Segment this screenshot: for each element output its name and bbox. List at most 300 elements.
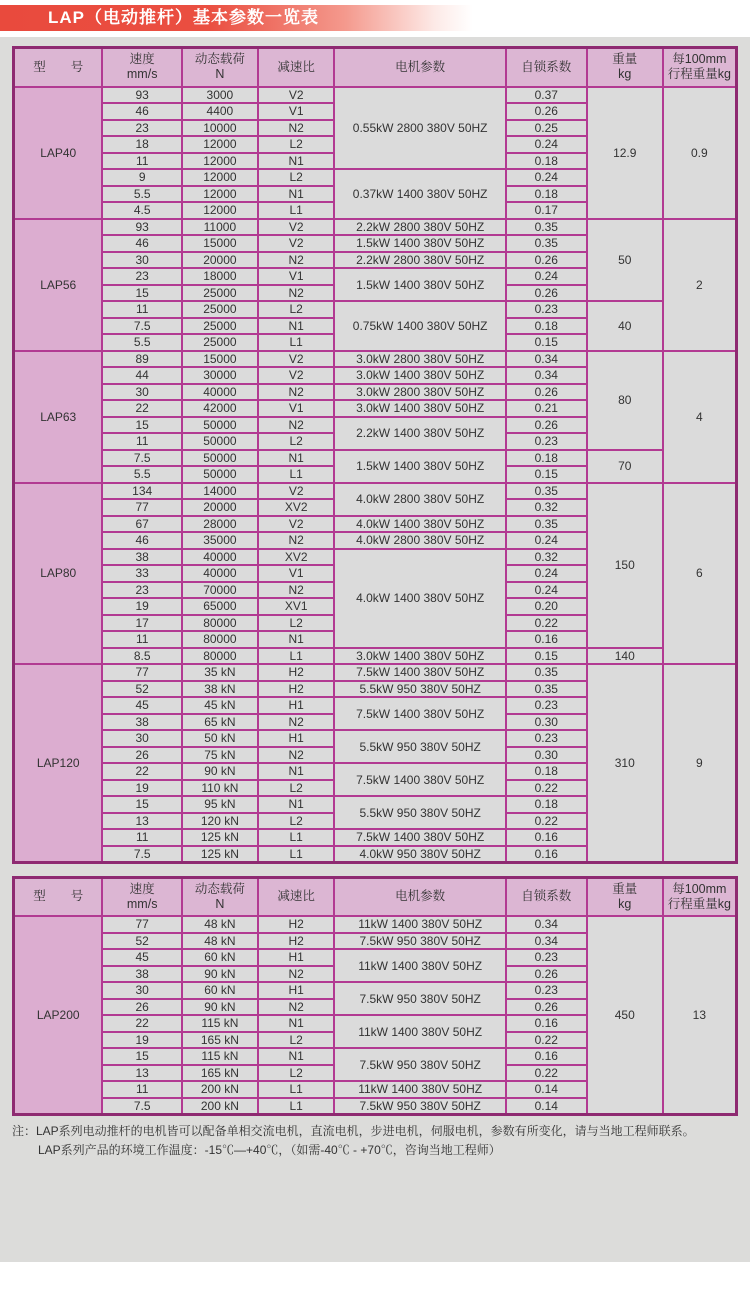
cell-ratio: N2 (258, 532, 335, 549)
table-row (14, 219, 737, 236)
cell-speed: 77 (102, 499, 182, 516)
cell-ratio: L1 (258, 466, 335, 483)
cell-motor: 5.5kW 950 380V 50HZ (334, 681, 505, 698)
cell-ratio: V2 (258, 87, 335, 104)
cell-motor: 4.0kW 2800 380V 50HZ (334, 483, 505, 516)
cell-lock-coefficient: 0.22 (506, 1032, 587, 1049)
cell-ratio: N2 (258, 999, 335, 1016)
footnotes (12, 1122, 738, 1160)
cell-ratio: XV2 (258, 499, 335, 516)
column-header: 减速比 (258, 877, 335, 916)
cell-lock-coefficient: 0.21 (506, 400, 587, 417)
cell-ratio: V2 (258, 351, 335, 368)
cell-lock-coefficient: 0.22 (506, 615, 587, 632)
cell-speed: 8.5 (102, 648, 182, 665)
page-title-text: LAP（电动推杆）基本参数一览表 (48, 8, 319, 27)
cell-load: 48 kN (182, 916, 258, 933)
cell-load: 75 kN (182, 747, 258, 764)
cell-ratio: L2 (258, 615, 335, 632)
cell-motor: 7.5kW 1400 380V 50HZ (334, 697, 505, 730)
column-header: 型 号 (14, 877, 103, 916)
cell-load: 42000 (182, 400, 258, 417)
cell-lock-coefficient: 0.18 (506, 796, 587, 813)
cell-load: 38 kN (182, 681, 258, 698)
cell-ratio: N1 (258, 318, 335, 335)
cell-motor: 7.5kW 1400 380V 50HZ (334, 829, 505, 846)
cell-speed: 46 (102, 103, 182, 120)
cell-speed: 30 (102, 252, 182, 269)
cell-load: 20000 (182, 499, 258, 516)
cell-ratio: L1 (258, 334, 335, 351)
cell-load: 45 kN (182, 697, 258, 714)
cell-ratio: N1 (258, 763, 335, 780)
cell-ratio: V1 (258, 565, 335, 582)
cell-lock-coefficient: 0.26 (506, 384, 587, 401)
cell-speed: 89 (102, 351, 182, 368)
cell-motor: 4.0kW 2800 380V 50HZ (334, 532, 505, 549)
table-row (14, 916, 737, 933)
cell-ratio: N2 (258, 966, 335, 983)
cell-ratio: V1 (258, 268, 335, 285)
cell-speed: 19 (102, 1032, 182, 1049)
cell-speed: 77 (102, 916, 182, 933)
cell-speed: 23 (102, 120, 182, 137)
cell-speed: 11 (102, 1081, 182, 1098)
cell-ratio: L1 (258, 1098, 335, 1115)
column-header: 电机参数 (334, 48, 505, 87)
cell-lock-coefficient: 0.35 (506, 483, 587, 500)
cell-ratio: H1 (258, 982, 335, 999)
cell-lock-coefficient: 0.16 (506, 1048, 587, 1065)
cell-lock-coefficient: 0.34 (506, 367, 587, 384)
cell-speed: 13 (102, 1065, 182, 1082)
table-row (14, 483, 737, 500)
cell-speed: 38 (102, 549, 182, 566)
cell-load: 90 kN (182, 966, 258, 983)
cell-load: 30000 (182, 367, 258, 384)
cell-weight: 310 (587, 664, 663, 862)
cell-ratio: N2 (258, 747, 335, 764)
cell-ratio: V2 (258, 516, 335, 533)
cell-load: 80000 (182, 615, 258, 632)
column-header: 每100mm 行程重量kg (663, 877, 737, 916)
cell-lock-coefficient: 0.18 (506, 763, 587, 780)
cell-speed: 38 (102, 966, 182, 983)
cell-speed: 19 (102, 598, 182, 615)
cell-load: 165 kN (182, 1065, 258, 1082)
cell-load: 50000 (182, 417, 258, 434)
cell-load: 40000 (182, 549, 258, 566)
cell-lock-coefficient: 0.23 (506, 433, 587, 450)
cell-motor: 7.5kW 950 380V 50HZ (334, 1048, 505, 1081)
header-row (14, 48, 737, 87)
cell-motor: 7.5kW 1400 380V 50HZ (334, 763, 505, 796)
cell-ratio: V2 (258, 483, 335, 500)
cell-speed: 93 (102, 87, 182, 104)
column-header: 重量 kg (587, 48, 663, 87)
cell-ratio: L2 (258, 301, 335, 318)
footnote-line-2: LAP系列产品的环境工作温度：-15℃—+40℃，（如需-40℃ - +70℃，咨询当地工程师） (38, 1142, 501, 1157)
cell-lock-coefficient: 0.24 (506, 268, 587, 285)
cell-speed: 134 (102, 483, 182, 500)
cell-motor: 3.0kW 1400 380V 50HZ (334, 648, 505, 665)
cell-ratio: L1 (258, 648, 335, 665)
cell-speed: 11 (102, 301, 182, 318)
column-header: 型 号 (14, 48, 103, 87)
cell-motor: 11kW 1400 380V 50HZ (334, 1015, 505, 1048)
cell-speed: 17 (102, 615, 182, 632)
cell-ratio: N2 (258, 384, 335, 401)
cell-per100mm-weight: 13 (663, 916, 737, 1114)
table-row (14, 648, 737, 665)
cell-lock-coefficient: 0.15 (506, 466, 587, 483)
cell-ratio: N1 (258, 796, 335, 813)
cell-load: 90 kN (182, 763, 258, 780)
cell-ratio: N1 (258, 450, 335, 467)
cell-ratio: N2 (258, 417, 335, 434)
cell-lock-coefficient: 0.16 (506, 846, 587, 863)
cell-lock-coefficient: 0.24 (506, 169, 587, 186)
cell-ratio: N1 (258, 1015, 335, 1032)
cell-speed: 5.5 (102, 334, 182, 351)
cell-load: 10000 (182, 120, 258, 137)
cell-weight: 70 (587, 450, 663, 483)
cell-lock-coefficient: 0.16 (506, 829, 587, 846)
cell-model: LAP200 (14, 916, 103, 1114)
cell-motor: 11kW 1400 380V 50HZ (334, 916, 505, 933)
cell-speed: 15 (102, 796, 182, 813)
cell-lock-coefficient: 0.34 (506, 916, 587, 933)
cell-load: 50000 (182, 450, 258, 467)
cell-ratio: N1 (258, 153, 335, 170)
cell-load: 15000 (182, 351, 258, 368)
cell-motor: 7.5kW 950 380V 50HZ (334, 933, 505, 950)
cell-load: 50 kN (182, 730, 258, 747)
cell-load: 35000 (182, 532, 258, 549)
cell-ratio: H1 (258, 730, 335, 747)
cell-ratio: N2 (258, 714, 335, 731)
cell-load: 80000 (182, 648, 258, 665)
cell-load: 165 kN (182, 1032, 258, 1049)
cell-lock-coefficient: 0.16 (506, 1015, 587, 1032)
cell-ratio: L2 (258, 1032, 335, 1049)
cell-lock-coefficient: 0.23 (506, 982, 587, 999)
cell-speed: 11 (102, 829, 182, 846)
cell-load: 14000 (182, 483, 258, 500)
cell-speed: 11 (102, 153, 182, 170)
cell-ratio: L2 (258, 1065, 335, 1082)
cell-model: LAP40 (14, 87, 103, 219)
cell-lock-coefficient: 0.23 (506, 949, 587, 966)
cell-ratio: V2 (258, 219, 335, 236)
cell-ratio: L2 (258, 136, 335, 153)
column-header: 电机参数 (334, 877, 505, 916)
cell-ratio: L2 (258, 813, 335, 830)
cell-load: 90 kN (182, 999, 258, 1016)
cell-load: 20000 (182, 252, 258, 269)
cell-lock-coefficient: 0.23 (506, 730, 587, 747)
cell-ratio: N1 (258, 1048, 335, 1065)
cell-speed: 11 (102, 433, 182, 450)
cell-load: 115 kN (182, 1048, 258, 1065)
cell-lock-coefficient: 0.18 (506, 153, 587, 170)
cell-lock-coefficient: 0.34 (506, 933, 587, 950)
cell-load: 28000 (182, 516, 258, 533)
cell-ratio: N1 (258, 631, 335, 648)
cell-load: 200 kN (182, 1098, 258, 1115)
cell-speed: 23 (102, 582, 182, 599)
cell-per100mm-weight: 6 (663, 483, 737, 665)
column-header: 速度 mm/s (102, 877, 182, 916)
cell-speed: 15 (102, 417, 182, 434)
cell-load: 60 kN (182, 949, 258, 966)
cell-ratio: V2 (258, 367, 335, 384)
spec-table-1 (12, 876, 738, 1116)
cell-lock-coefficient: 0.24 (506, 565, 587, 582)
cell-load: 18000 (182, 268, 258, 285)
cell-speed: 52 (102, 933, 182, 950)
column-header: 动态载荷 N (182, 877, 258, 916)
cell-lock-coefficient: 0.35 (506, 516, 587, 533)
cell-speed: 52 (102, 681, 182, 698)
column-header: 每100mm 行程重量kg (663, 48, 737, 87)
cell-lock-coefficient: 0.24 (506, 582, 587, 599)
cell-lock-coefficient: 0.35 (506, 235, 587, 252)
cell-motor: 1.5kW 1400 380V 50HZ (334, 450, 505, 483)
cell-motor: 5.5kW 950 380V 50HZ (334, 796, 505, 829)
cell-load: 125 kN (182, 829, 258, 846)
cell-speed: 5.5 (102, 186, 182, 203)
cell-lock-coefficient: 0.26 (506, 285, 587, 302)
cell-speed: 7.5 (102, 846, 182, 863)
column-header: 重量 kg (587, 877, 663, 916)
cell-ratio: N2 (258, 582, 335, 599)
cell-speed: 15 (102, 1048, 182, 1065)
footnote-line-1: 注：LAP系列电动推杆的电机皆可以配备单相交流电机，直流电机，步进电机，伺服电机，参数有所变化，请与当地工程师联系。 (12, 1123, 695, 1138)
cell-ratio: H2 (258, 933, 335, 950)
cell-lock-coefficient: 0.17 (506, 202, 587, 219)
cell-ratio: XV2 (258, 549, 335, 566)
cell-load: 12000 (182, 136, 258, 153)
table-row (14, 351, 737, 368)
header-row (14, 877, 737, 916)
cell-speed: 93 (102, 219, 182, 236)
cell-motor: 0.75kW 1400 380V 50HZ (334, 301, 505, 351)
cell-load: 70000 (182, 582, 258, 599)
cell-per100mm-weight: 4 (663, 351, 737, 483)
cell-load: 12000 (182, 153, 258, 170)
cell-lock-coefficient: 0.37 (506, 87, 587, 104)
cell-ratio: H1 (258, 949, 335, 966)
cell-load: 95 kN (182, 796, 258, 813)
cell-weight: 50 (587, 219, 663, 302)
cell-weight: 12.9 (587, 87, 663, 219)
cell-motor: 7.5kW 950 380V 50HZ (334, 1098, 505, 1115)
cell-speed: 33 (102, 565, 182, 582)
cell-load: 11000 (182, 219, 258, 236)
cell-load: 4400 (182, 103, 258, 120)
cell-speed: 4.5 (102, 202, 182, 219)
cell-lock-coefficient: 0.30 (506, 747, 587, 764)
cell-load: 12000 (182, 186, 258, 203)
cell-lock-coefficient: 0.34 (506, 351, 587, 368)
cell-lock-coefficient: 0.15 (506, 334, 587, 351)
cell-load: 80000 (182, 631, 258, 648)
cell-lock-coefficient: 0.14 (506, 1098, 587, 1115)
cell-ratio: L1 (258, 1081, 335, 1098)
cell-lock-coefficient: 0.14 (506, 1081, 587, 1098)
cell-lock-coefficient: 0.35 (506, 219, 587, 236)
cell-load: 50000 (182, 433, 258, 450)
column-header: 自锁系数 (506, 877, 587, 916)
cell-motor: 7.5kW 1400 380V 50HZ (334, 664, 505, 681)
cell-motor: 2.2kW 1400 380V 50HZ (334, 417, 505, 450)
cell-speed: 7.5 (102, 450, 182, 467)
cell-load: 65000 (182, 598, 258, 615)
column-header: 速度 mm/s (102, 48, 182, 87)
cell-lock-coefficient: 0.26 (506, 417, 587, 434)
cell-lock-coefficient: 0.15 (506, 648, 587, 665)
cell-load: 200 kN (182, 1081, 258, 1098)
cell-speed: 67 (102, 516, 182, 533)
cell-lock-coefficient: 0.24 (506, 136, 587, 153)
cell-ratio: L2 (258, 433, 335, 450)
cell-lock-coefficient: 0.22 (506, 1065, 587, 1082)
cell-speed: 7.5 (102, 318, 182, 335)
cell-weight: 80 (587, 351, 663, 450)
cell-speed: 23 (102, 268, 182, 285)
cell-motor: 4.0kW 1400 380V 50HZ (334, 516, 505, 533)
cell-lock-coefficient: 0.24 (506, 532, 587, 549)
cell-load: 120 kN (182, 813, 258, 830)
cell-model: LAP80 (14, 483, 103, 665)
page-title (0, 5, 750, 31)
spec-table-0 (12, 46, 738, 864)
cell-speed: 13 (102, 813, 182, 830)
cell-speed: 44 (102, 367, 182, 384)
cell-lock-coefficient: 0.23 (506, 697, 587, 714)
cell-motor: 3.0kW 2800 380V 50HZ (334, 384, 505, 401)
cell-speed: 30 (102, 384, 182, 401)
cell-motor: 4.0kW 1400 380V 50HZ (334, 549, 505, 648)
cell-speed: 22 (102, 1015, 182, 1032)
cell-load: 40000 (182, 384, 258, 401)
cell-lock-coefficient: 0.25 (506, 120, 587, 137)
cell-lock-coefficient: 0.32 (506, 499, 587, 516)
cell-ratio: N2 (258, 120, 335, 137)
cell-ratio: N1 (258, 186, 335, 203)
cell-motor: 0.37kW 1400 380V 50HZ (334, 169, 505, 219)
cell-model: LAP56 (14, 219, 103, 351)
table-row (14, 87, 737, 104)
cell-motor: 11kW 1400 380V 50HZ (334, 949, 505, 982)
cell-motor: 4.0kW 950 380V 50HZ (334, 846, 505, 863)
cell-speed: 9 (102, 169, 182, 186)
cell-speed: 7.5 (102, 1098, 182, 1115)
cell-ratio: H1 (258, 697, 335, 714)
cell-motor: 3.0kW 1400 380V 50HZ (334, 367, 505, 384)
cell-load: 110 kN (182, 780, 258, 797)
table-gap (12, 864, 738, 876)
table-row (14, 301, 737, 318)
cell-speed: 45 (102, 949, 182, 966)
cell-motor: 0.55kW 2800 380V 50HZ (334, 87, 505, 170)
cell-lock-coefficient: 0.23 (506, 301, 587, 318)
cell-motor: 3.0kW 1400 380V 50HZ (334, 400, 505, 417)
cell-speed: 26 (102, 747, 182, 764)
cell-load: 12000 (182, 169, 258, 186)
cell-speed: 22 (102, 763, 182, 780)
cell-speed: 46 (102, 235, 182, 252)
cell-load: 25000 (182, 318, 258, 335)
cell-ratio: V1 (258, 103, 335, 120)
cell-speed: 22 (102, 400, 182, 417)
table-row (14, 450, 737, 467)
cell-speed: 15 (102, 285, 182, 302)
cell-lock-coefficient: 0.26 (506, 966, 587, 983)
cell-lock-coefficient: 0.26 (506, 252, 587, 269)
cell-load: 125 kN (182, 846, 258, 863)
cell-per100mm-weight: 9 (663, 664, 737, 862)
cell-motor: 1.5kW 1400 380V 50HZ (334, 268, 505, 301)
cell-speed: 5.5 (102, 466, 182, 483)
cell-motor: 11kW 1400 380V 50HZ (334, 1081, 505, 1098)
cell-speed: 18 (102, 136, 182, 153)
cell-load: 3000 (182, 87, 258, 104)
cell-load: 60 kN (182, 982, 258, 999)
cell-model: LAP120 (14, 664, 103, 862)
cell-weight: 450 (587, 916, 663, 1114)
cell-ratio: L1 (258, 829, 335, 846)
cell-speed: 45 (102, 697, 182, 714)
cell-speed: 30 (102, 730, 182, 747)
cell-per100mm-weight: 2 (663, 219, 737, 351)
cell-lock-coefficient: 0.32 (506, 549, 587, 566)
cell-speed: 46 (102, 532, 182, 549)
cell-lock-coefficient: 0.26 (506, 103, 587, 120)
content-panel (0, 37, 750, 1262)
cell-speed: 38 (102, 714, 182, 731)
cell-load: 12000 (182, 202, 258, 219)
cell-lock-coefficient: 0.22 (506, 813, 587, 830)
cell-ratio: L1 (258, 202, 335, 219)
cell-load: 115 kN (182, 1015, 258, 1032)
cell-load: 35 kN (182, 664, 258, 681)
cell-lock-coefficient: 0.22 (506, 780, 587, 797)
column-header: 自锁系数 (506, 48, 587, 87)
cell-lock-coefficient: 0.30 (506, 714, 587, 731)
cell-load: 25000 (182, 285, 258, 302)
cell-ratio: N2 (258, 285, 335, 302)
cell-speed: 26 (102, 999, 182, 1016)
cell-ratio: V2 (258, 235, 335, 252)
cell-ratio: N2 (258, 252, 335, 269)
cell-load: 48 kN (182, 933, 258, 950)
column-header: 动态载荷 N (182, 48, 258, 87)
cell-lock-coefficient: 0.26 (506, 999, 587, 1016)
cell-speed: 77 (102, 664, 182, 681)
cell-ratio: L2 (258, 169, 335, 186)
cell-lock-coefficient: 0.20 (506, 598, 587, 615)
cell-ratio: L2 (258, 780, 335, 797)
cell-weight: 140 (587, 648, 663, 665)
cell-weight: 40 (587, 301, 663, 351)
cell-lock-coefficient: 0.18 (506, 450, 587, 467)
cell-motor: 2.2kW 2800 380V 50HZ (334, 219, 505, 236)
cell-lock-coefficient: 0.35 (506, 681, 587, 698)
cell-load: 15000 (182, 235, 258, 252)
column-header: 减速比 (258, 48, 335, 87)
